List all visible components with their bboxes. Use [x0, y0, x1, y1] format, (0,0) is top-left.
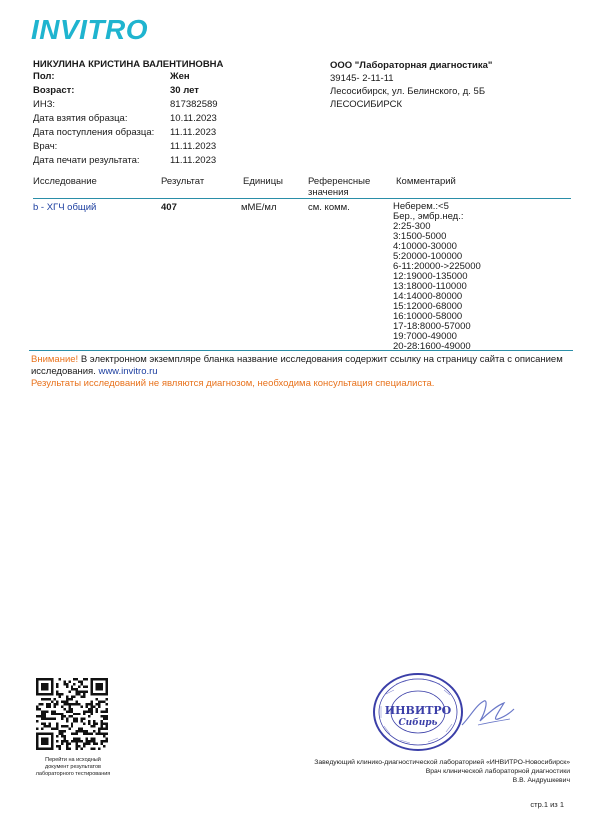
comment-line: 20-28:1600-49000: [393, 341, 471, 352]
header-reference-line2: значения: [308, 187, 349, 198]
stamp-text-bottom: Сибирь: [398, 718, 438, 728]
result-value: 407: [161, 202, 177, 213]
comment-line: 12:19000-135000: [393, 271, 468, 282]
qr-finder-pattern: [91, 678, 108, 695]
comment-line: 13:18000-110000: [393, 281, 467, 292]
info-row-received-date: [33, 126, 218, 140]
info-label: Дата поступления образца:: [33, 127, 155, 138]
info-row-inz: [33, 98, 218, 112]
info-label: Дата взятия образца:: [33, 113, 128, 124]
footer-line: В.В. Андрушкевич: [512, 777, 570, 784]
website-link[interactable]: www.invitro.ru: [98, 366, 158, 377]
info-label: Дата печати результата:: [33, 155, 140, 166]
warning-text: В электронном экземпляре бланка название исследования содержит ссылку на страницу сайта с описанием исследования.: [31, 354, 563, 377]
header-units: Единицы: [243, 176, 284, 187]
header-reference-line1: Референсные: [308, 176, 371, 187]
comment-line: 6-11:20000->225000: [393, 261, 481, 272]
lab-address: Лесосибирск, ул. Белинского, д. 5Б: [330, 86, 486, 97]
comment-line: 19:7000-49000: [393, 331, 457, 342]
results-table-header: [33, 176, 571, 199]
info-row-doctor: [33, 140, 218, 154]
info-value: 10.11.2023: [170, 113, 217, 124]
lab-city: ЛЕСОСИБИРСК: [330, 99, 402, 110]
comment-line: 15:12000-68000: [393, 301, 463, 312]
comment-list: [393, 202, 481, 352]
qr-finder-pattern: [36, 678, 53, 695]
header-comment: Комментарий: [396, 176, 456, 187]
patient-info: [33, 70, 218, 168]
qr-code[interactable]: [36, 678, 108, 750]
info-label: Врач:: [33, 141, 58, 152]
comment-line: 3:1500-5000: [393, 231, 447, 242]
info-row-print-date: [33, 154, 218, 168]
patient-name: НИКУЛИНА КРИСТИНА ВАЛЕНТИНОВНА: [33, 59, 224, 70]
warning-prefix: Внимание!: [31, 354, 79, 365]
info-value: 11.11.2023: [170, 141, 217, 152]
header-reference: [308, 176, 370, 198]
qr-caption-line: документ результатов: [45, 764, 101, 770]
qr-finder-pattern: [36, 733, 53, 750]
lab-stamp: [372, 672, 464, 752]
comment-line: Бер., эмбр.нед.:: [393, 211, 464, 222]
comment-line: Неберем.:<5: [393, 201, 449, 212]
footer-line: Врач клинической лабораторной диагностики: [425, 768, 570, 775]
comment-line: 16:10000-58000: [393, 311, 463, 322]
qr-caption-line: Перейти на исходный: [45, 757, 101, 763]
header-test: Исследование: [33, 176, 97, 187]
page-number: стр.1 из 1: [530, 800, 564, 809]
comment-line: 17-18:8000-57000: [393, 321, 471, 332]
lab-code: 39145- 2-11-11: [330, 73, 394, 84]
stamp-text-top: ИНВИТРО: [384, 704, 452, 717]
test-name-link[interactable]: b - ХГЧ общий: [33, 202, 97, 213]
disclaimer: Результаты исследований не являются диагнозом, необходима консультация специалиста.: [31, 378, 435, 389]
notes: [31, 354, 571, 390]
info-value: Жен: [170, 71, 190, 82]
lab-name: ООО "Лабораторная диагностика": [330, 60, 493, 71]
info-label: Пол:: [33, 71, 55, 82]
signature-icon: [458, 695, 518, 735]
info-value: 817382589: [170, 99, 218, 110]
qr-caption: [28, 757, 118, 778]
info-value: 11.11.2023: [170, 155, 217, 166]
info-row-sex: [33, 70, 218, 84]
comment-line: 4:10000-30000: [393, 241, 457, 252]
lab-info: [330, 59, 492, 111]
warning-note: [31, 354, 571, 378]
info-value: 11.11.2023: [170, 127, 217, 138]
divider: [29, 350, 573, 351]
info-label: Возраст:: [33, 85, 75, 96]
result-units: мМЕ/мл: [241, 202, 277, 213]
header-result: Результат: [161, 176, 205, 187]
reference-value: см. комм.: [308, 202, 350, 213]
comment-line: 14:14000-80000: [393, 291, 463, 302]
info-label: ИНЗ:: [33, 99, 56, 110]
invitro-logo[interactable]: INVITRO: [31, 14, 149, 45]
info-row-age: [33, 84, 218, 98]
qr-caption-line: лабораторного тестирования: [35, 771, 111, 777]
signature-block: [314, 758, 570, 785]
comment-line: 5:20000-100000: [393, 251, 463, 262]
footer-line: Заведующий клинико-диагностической лабораторией «ИНВИТРО-Новосибирск»: [314, 759, 570, 766]
info-value: 30 лет: [170, 85, 199, 96]
info-row-sample-date: [33, 112, 218, 126]
comment-line: 2:25-300: [393, 221, 431, 232]
